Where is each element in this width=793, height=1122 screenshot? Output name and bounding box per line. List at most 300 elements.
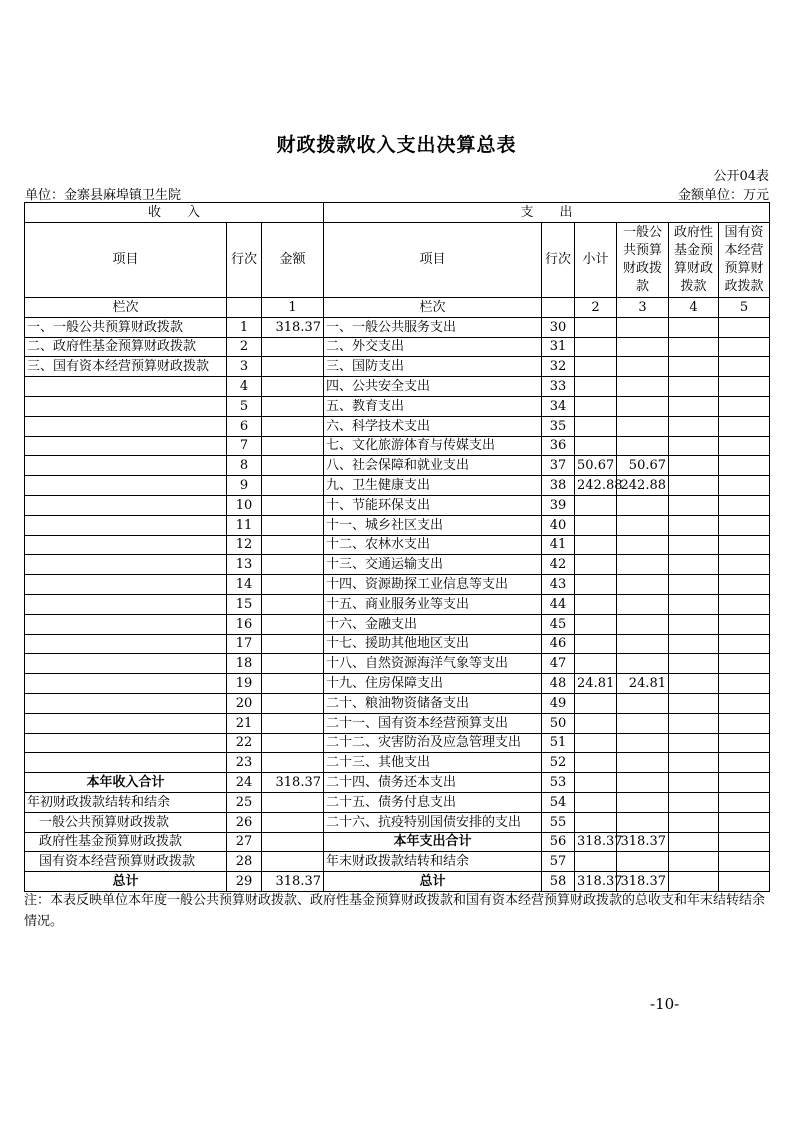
income-item: [25, 753, 227, 773]
fund-budget-amount: [669, 456, 719, 476]
state-capital-amount: [719, 773, 770, 793]
income-row-no: 11: [227, 515, 262, 535]
income-amount: 318.37: [262, 317, 324, 337]
income-amount: [262, 456, 324, 476]
expense-item: 二十、粮油物资储备支出: [324, 693, 542, 713]
expense-row-no: 46: [542, 634, 575, 654]
col-general-budget: 一般公共预算财政拨款: [617, 223, 669, 298]
fund-budget-amount: [669, 693, 719, 713]
table-row: [25, 337, 770, 357]
state-capital-amount: [719, 575, 770, 595]
income-row-no: 24: [227, 773, 262, 793]
expense-item: 十二、农林水支出: [324, 535, 542, 555]
income-item: [25, 377, 227, 397]
expense-row-no: 40: [542, 515, 575, 535]
fund-budget-amount: [669, 515, 719, 535]
income-row-no: 21: [227, 713, 262, 733]
income-row-no: 1: [227, 317, 262, 337]
income-amount: [262, 654, 324, 674]
income-item: [25, 476, 227, 496]
income-item: [25, 634, 227, 654]
fund-budget-amount: [669, 614, 719, 634]
income-row-no: 6: [227, 416, 262, 436]
general-budget-amount: 318.37: [617, 872, 669, 892]
table-row: [25, 872, 770, 892]
fund-budget-amount: [669, 594, 719, 614]
general-budget-amount: 318.37: [617, 832, 669, 852]
subtotal-amount: [575, 792, 617, 812]
income-item: [25, 416, 227, 436]
lanci-label: 栏次: [25, 298, 227, 318]
general-budget-amount: [617, 773, 669, 793]
subtotal-amount: [575, 812, 617, 832]
col-income-amount: 金额: [262, 223, 324, 298]
general-budget-amount: 24.81: [617, 674, 669, 694]
state-capital-amount: [719, 396, 770, 416]
expense-row-no: 34: [542, 396, 575, 416]
state-capital-amount: [719, 357, 770, 377]
table-row: [25, 357, 770, 377]
subtotal-amount: [575, 713, 617, 733]
expense-row-no: 57: [542, 852, 575, 872]
fund-budget-amount: [669, 832, 719, 852]
state-capital-amount: [719, 872, 770, 892]
table-row: [25, 773, 770, 793]
income-row-no: 19: [227, 674, 262, 694]
income-amount: [262, 733, 324, 753]
general-budget-amount: [617, 654, 669, 674]
expense-item: 十七、援助其他地区支出: [324, 634, 542, 654]
expense-item: 二十六、抗疫特别国债安排的支出: [324, 812, 542, 832]
table-row: [25, 594, 770, 614]
expense-row-no: 58: [542, 872, 575, 892]
expense-row-no: 37: [542, 456, 575, 476]
expense-row-no: 44: [542, 594, 575, 614]
expense-item: 十三、交通运输支出: [324, 555, 542, 575]
col-expense-item: 项目: [324, 223, 542, 298]
expense-item: 二十四、债务还本支出: [324, 773, 542, 793]
table-row: [25, 753, 770, 773]
subtotal-amount: [575, 317, 617, 337]
expense-row-no: 33: [542, 377, 575, 397]
expense-row-no: 41: [542, 535, 575, 555]
table-row: [25, 377, 770, 397]
fund-budget-amount: [669, 792, 719, 812]
fund-budget-amount: [669, 713, 719, 733]
subtotal-amount: 318.37: [575, 872, 617, 892]
income-item: [25, 456, 227, 476]
expense-item: 总计: [324, 872, 542, 892]
subtotal-amount: [575, 594, 617, 614]
subtotal-amount: [575, 575, 617, 595]
income-item: 总计: [25, 872, 227, 892]
income-item: 国有资本经营预算财政拨款: [25, 852, 227, 872]
general-budget-amount: [617, 812, 669, 832]
unit-label: 单位：金寨县麻埠镇卫生院: [25, 188, 182, 203]
income-row-no: 12: [227, 535, 262, 555]
general-budget-amount: 242.88: [617, 476, 669, 496]
expense-header: 支 出: [324, 203, 770, 223]
table-row: [25, 832, 770, 852]
income-row-no: 23: [227, 753, 262, 773]
subtotal-amount: [575, 555, 617, 575]
income-item: [25, 674, 227, 694]
income-item: [25, 535, 227, 555]
general-budget-amount: [617, 317, 669, 337]
fund-budget-amount: [669, 773, 719, 793]
state-capital-amount: [719, 495, 770, 515]
income-item: [25, 396, 227, 416]
expense-row-no: 39: [542, 495, 575, 515]
fund-budget-amount: [669, 436, 719, 456]
expense-row-no: 50: [542, 713, 575, 733]
income-row-no: 8: [227, 456, 262, 476]
subtotal-amount: 242.88: [575, 476, 617, 496]
income-item: [25, 575, 227, 595]
fund-budget-amount: [669, 555, 719, 575]
income-amount: 318.37: [262, 773, 324, 793]
state-capital-amount: [719, 852, 770, 872]
subtotal-amount: [575, 416, 617, 436]
fund-budget-amount: [669, 654, 719, 674]
lanci-num: 5: [719, 298, 770, 318]
general-budget-amount: [617, 713, 669, 733]
general-budget-amount: 50.67: [617, 456, 669, 476]
income-item: [25, 555, 227, 575]
expense-item: 二十二、灾害防治及应急管理支出: [324, 733, 542, 753]
fund-budget-amount: [669, 416, 719, 436]
income-row-no: 25: [227, 792, 262, 812]
table-row: [25, 654, 770, 674]
subtotal-amount: [575, 535, 617, 555]
page-title: 财政拨款收入支出决算总表: [276, 134, 517, 156]
income-amount: [262, 634, 324, 654]
income-amount: [262, 495, 324, 515]
subtotal-amount: [575, 733, 617, 753]
income-row-no: 14: [227, 575, 262, 595]
expense-item: 年末财政拨款结转和结余: [324, 852, 542, 872]
table-row: [25, 535, 770, 555]
expense-row-no: 43: [542, 575, 575, 595]
fund-budget-amount: [669, 575, 719, 595]
state-capital-amount: [719, 456, 770, 476]
general-budget-amount: [617, 575, 669, 595]
fund-budget-amount: [669, 317, 719, 337]
income-amount: [262, 436, 324, 456]
income-row-no: 10: [227, 495, 262, 515]
state-capital-amount: [719, 792, 770, 812]
income-amount: [262, 357, 324, 377]
income-row-no: 28: [227, 852, 262, 872]
income-amount: [262, 852, 324, 872]
income-item: 政府性基金预算财政拨款: [25, 832, 227, 852]
income-row-no: 26: [227, 812, 262, 832]
expense-item: 三、国防支出: [324, 357, 542, 377]
col-income-item: 项目: [25, 223, 227, 298]
general-budget-amount: [617, 535, 669, 555]
general-budget-amount: [617, 377, 669, 397]
income-row-no: 4: [227, 377, 262, 397]
lanci-num: 1: [262, 298, 324, 318]
lanci-empty: [542, 298, 575, 318]
income-amount: [262, 832, 324, 852]
table-row: [25, 693, 770, 713]
income-amount: [262, 693, 324, 713]
table-row: [25, 436, 770, 456]
expense-item: 十八、自然资源海洋气象等支出: [324, 654, 542, 674]
table-row: [25, 396, 770, 416]
fund-budget-amount: [669, 753, 719, 773]
expense-item: 二、外交支出: [324, 337, 542, 357]
expense-item: 十一、城乡社区支出: [324, 515, 542, 535]
expense-item: 二十一、国有资本经营预算支出: [324, 713, 542, 733]
income-item: 一、一般公共预算财政拨款: [25, 317, 227, 337]
income-item: [25, 614, 227, 634]
fund-budget-amount: [669, 674, 719, 694]
income-amount: [262, 515, 324, 535]
state-capital-amount: [719, 535, 770, 555]
subtotal-amount: [575, 495, 617, 515]
state-capital-amount: [719, 436, 770, 456]
table-row: [25, 733, 770, 753]
subtotal-amount: [575, 396, 617, 416]
subtotal-amount: [575, 654, 617, 674]
expense-row-no: 35: [542, 416, 575, 436]
amount-unit: 金额单位：万元: [677, 188, 769, 203]
income-item: [25, 654, 227, 674]
expense-row-no: 32: [542, 357, 575, 377]
general-budget-amount: [617, 337, 669, 357]
income-item: 一般公共预算财政拨款: [25, 812, 227, 832]
income-row-no: 13: [227, 555, 262, 575]
income-item: 三、国有资本经营预算财政拨款: [25, 357, 227, 377]
fund-budget-amount: [669, 852, 719, 872]
income-item: [25, 594, 227, 614]
income-amount: [262, 614, 324, 634]
table-row: [25, 555, 770, 575]
general-budget-amount: [617, 634, 669, 654]
expense-row-no: 55: [542, 812, 575, 832]
expense-item: 本年支出合计: [324, 832, 542, 852]
table-row: [25, 575, 770, 595]
col-expense-row-no: 行次: [542, 223, 575, 298]
budget-table: [24, 202, 770, 892]
subtotal-amount: [575, 773, 617, 793]
state-capital-amount: [719, 594, 770, 614]
expense-item: 七、文化旅游体育与传媒支出: [324, 436, 542, 456]
expense-row-no: 48: [542, 674, 575, 694]
fund-budget-amount: [669, 377, 719, 397]
state-capital-amount: [719, 693, 770, 713]
table-row: [25, 852, 770, 872]
col-fund-budget: 政府性基金预算财政拨款: [669, 223, 719, 298]
state-capital-amount: [719, 733, 770, 753]
expense-row-no: 31: [542, 337, 575, 357]
income-amount: [262, 476, 324, 496]
general-budget-amount: [617, 852, 669, 872]
subtotal-amount: [575, 614, 617, 634]
fund-budget-amount: [669, 872, 719, 892]
expense-row-no: 30: [542, 317, 575, 337]
state-capital-amount: [719, 555, 770, 575]
income-row-no: 18: [227, 654, 262, 674]
lanci-empty: [227, 298, 262, 318]
table-row: [25, 713, 770, 733]
page-number: -10-: [650, 995, 680, 1013]
expense-row-no: 52: [542, 753, 575, 773]
state-capital-amount: [719, 614, 770, 634]
state-capital-amount: [719, 515, 770, 535]
expense-row-no: 53: [542, 773, 575, 793]
income-item: [25, 733, 227, 753]
expense-item: 六、科学技术支出: [324, 416, 542, 436]
expense-row-no: 42: [542, 555, 575, 575]
expense-item: 十四、资源勘探工业信息等支出: [324, 575, 542, 595]
income-amount: [262, 575, 324, 595]
income-item: 本年收入合计: [25, 773, 227, 793]
col-subtotal: 小计: [575, 223, 617, 298]
subtotal-amount: 318.37: [575, 832, 617, 852]
footnote: 注：本表反映单位本年度一般公共预算财政拨款、政府性基金预算财政拨款和国有资本经营预算财政拨款的总收支和年末结转结余情况。: [24, 893, 766, 929]
state-capital-amount: [719, 476, 770, 496]
subtotal-amount: 24.81: [575, 674, 617, 694]
expense-item: 十、节能环保支出: [324, 495, 542, 515]
expense-item: 十九、住房保障支出: [324, 674, 542, 694]
state-capital-amount: [719, 812, 770, 832]
income-amount: [262, 812, 324, 832]
state-capital-amount: [719, 337, 770, 357]
subtotal-amount: [575, 436, 617, 456]
table-row: [25, 792, 770, 812]
table-row: [25, 812, 770, 832]
lanci-label: 栏次: [324, 298, 542, 318]
state-capital-amount: [719, 753, 770, 773]
fund-budget-amount: [669, 634, 719, 654]
income-amount: [262, 377, 324, 397]
state-capital-amount: [719, 377, 770, 397]
subtotal-amount: [575, 852, 617, 872]
income-item: 年初财政拨款结转和结余: [25, 792, 227, 812]
income-amount: [262, 594, 324, 614]
expense-row-no: 54: [542, 792, 575, 812]
table-row: [25, 495, 770, 515]
expense-item: 二十五、债务付息支出: [324, 792, 542, 812]
income-amount: [262, 713, 324, 733]
expense-row-no: 56: [542, 832, 575, 852]
income-amount: [262, 792, 324, 812]
subtotal-amount: [575, 357, 617, 377]
lanci-num: 2: [575, 298, 617, 318]
lanci-num: 3: [617, 298, 669, 318]
expense-item: 二十三、其他支出: [324, 753, 542, 773]
subtotal-amount: [575, 377, 617, 397]
col-state-capital: 国有资本经营预算财政拨款: [719, 223, 770, 298]
income-row-no: 2: [227, 337, 262, 357]
fund-budget-amount: [669, 535, 719, 555]
table-row: [25, 317, 770, 337]
income-amount: [262, 674, 324, 694]
state-capital-amount: [719, 654, 770, 674]
income-row-no: 27: [227, 832, 262, 852]
income-item: [25, 495, 227, 515]
subtotal-amount: 50.67: [575, 456, 617, 476]
income-item: [25, 693, 227, 713]
subtotal-amount: [575, 693, 617, 713]
col-income-row-no: 行次: [227, 223, 262, 298]
income-amount: [262, 555, 324, 575]
general-budget-amount: [617, 614, 669, 634]
fund-budget-amount: [669, 396, 719, 416]
expense-item: 十六、金融支出: [324, 614, 542, 634]
subtotal-amount: [575, 634, 617, 654]
general-budget-amount: [617, 436, 669, 456]
income-row-no: 17: [227, 634, 262, 654]
income-row-no: 7: [227, 436, 262, 456]
income-amount: 318.37: [262, 872, 324, 892]
expense-row-no: 49: [542, 693, 575, 713]
general-budget-amount: [617, 594, 669, 614]
general-budget-amount: [617, 495, 669, 515]
expense-item: 四、公共安全支出: [324, 377, 542, 397]
state-capital-amount: [719, 832, 770, 852]
state-capital-amount: [719, 634, 770, 654]
income-row-no: 20: [227, 693, 262, 713]
expense-row-no: 36: [542, 436, 575, 456]
income-amount: [262, 396, 324, 416]
expense-row-no: 38: [542, 476, 575, 496]
expense-item: 十五、商业服务业等支出: [324, 594, 542, 614]
fund-budget-amount: [669, 357, 719, 377]
fund-budget-amount: [669, 812, 719, 832]
income-amount: [262, 416, 324, 436]
income-item: 二、政府性基金预算财政拨款: [25, 337, 227, 357]
expense-row-no: 47: [542, 654, 575, 674]
table-row: [25, 456, 770, 476]
income-row-no: 16: [227, 614, 262, 634]
expense-row-no: 45: [542, 614, 575, 634]
income-item: [25, 515, 227, 535]
fund-budget-amount: [669, 476, 719, 496]
table-row: [25, 416, 770, 436]
income-amount: [262, 535, 324, 555]
income-row-no: 5: [227, 396, 262, 416]
state-capital-amount: [719, 416, 770, 436]
subtotal-amount: [575, 337, 617, 357]
general-budget-amount: [617, 416, 669, 436]
general-budget-amount: [617, 357, 669, 377]
state-capital-amount: [719, 317, 770, 337]
income-row-no: 29: [227, 872, 262, 892]
income-row-no: 15: [227, 594, 262, 614]
fund-budget-amount: [669, 495, 719, 515]
table-row: [25, 634, 770, 654]
fund-budget-amount: [669, 337, 719, 357]
general-budget-amount: [617, 792, 669, 812]
expense-item: 五、教育支出: [324, 396, 542, 416]
income-amount: [262, 337, 324, 357]
table-row: [25, 476, 770, 496]
expense-item: 一、一般公共服务支出: [324, 317, 542, 337]
general-budget-amount: [617, 693, 669, 713]
lanci-num: 4: [669, 298, 719, 318]
income-header: 收 入: [25, 203, 324, 223]
table-row: [25, 674, 770, 694]
income-amount: [262, 753, 324, 773]
expense-item: 八、社会保障和就业支出: [324, 456, 542, 476]
expense-row-no: 51: [542, 733, 575, 753]
general-budget-amount: [617, 396, 669, 416]
state-capital-amount: [719, 674, 770, 694]
